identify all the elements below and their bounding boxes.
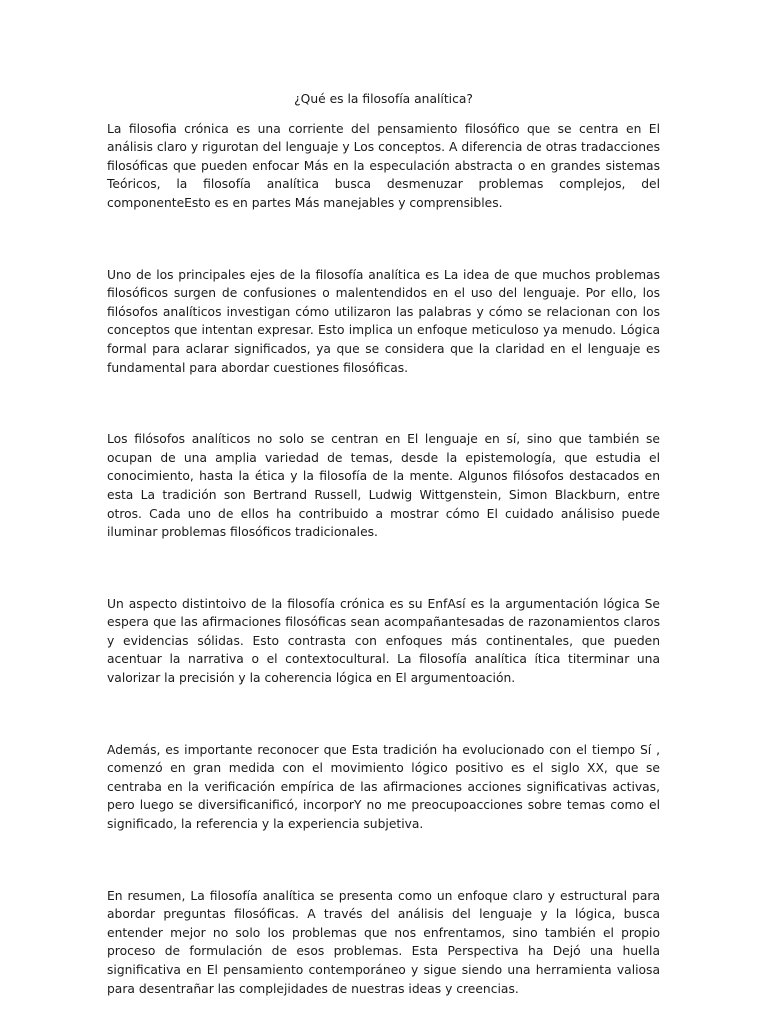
- paragraph-6: En resumen, La filosofía analítica se presenta como un enfoque claro y estructural para abordar preguntas filosóficas. A través del análisis del lenguaje y la lógica, busca entender mejor no solo los problemas que nos enfrentamos, sino también el propio proceso de formulación de esos problemas. Esta Perspectiva ha Dejó una huella significativa en El pensamiento contemporáneo y sigue siendo una herramienta valiosa para desentrañar las complejidades de nuestras ideas y creencias.: [107, 888, 660, 996]
- paragraph-1: La filosofia crónica es una corriente del pensamiento filosófico que se centra en El análisis claro y rigurotan del lenguaje y Los conceptos. A diferencia de otras tradacciones filosóficas que pueden enfocar Más en la especulación abstracta o en grandes sistemas Teóricos, la filosofía analítica busca desmenuzar problemas complejos, del componenteEsto es en partes Más manejables y comprensibles.: [107, 121, 660, 210]
- paragraph-3: Los filósofos analíticos no solo se centran en El lenguaje en sí, sino que también se ocupan de una amplia variedad de temas, desde la epistemología, que estudia el conocimiento, hasta la ética y la filosofía de la mente. Algunos filósofos destacados en esta La tradición son Bertrand Russell, Ludwig Wittgenstein, Simon Blackburn, entre otros. Cada uno de ellos ha contribuido a mostrar cómo El cuidado análisiso puede iluminar problemas filosóficos tradicionales.: [107, 432, 660, 540]
- paragraph-4: Un aspecto distintoivo de la filosofía crónica es su EnfAsí es la argumentación lógica Se espera que las afirmaciones filosóficas sean acompañantesadas de razonamientos claros y evidencias sólidas. Esto contrasta con enfoques más continentales, que pueden acentuar la narrativa o el contextocultural. La filosofía analítica ítica titerminar una valorizar la precisión y la coherencia lógica en El argumentoación.: [107, 596, 660, 686]
- paragraph-2: Uno de los principales ejes de la filosofía analítica es La idea de que muchos problemas filosóficos surgen de confusiones o malentendidos en el uso del lenguaje. Por ello, los filósofos analíticos investigan cómo utilizaron las palabras y cómo se relacionan con los conceptos que intentan expresar. Esto implica un enfoque meticuloso ya menudo. Lógica formal para aclarar significados, ya que se considera que la claridad en el lenguaje es fundamental para abordar cuestiones filosóficas.: [107, 267, 660, 375]
- document-body: [107, 90, 660, 998]
- document-title: ¿Qué es la filosofía analítica?: [294, 92, 473, 106]
- paragraph-5: Además, es importante reconocer que Esta tradición ha evolucionado con el tiempo Sí , comenzó en gran medida con el movimiento lógico positivo es el siglo XX, que se centraba en la verificación empírica de las afirmaciones acciones significativas activas, pero luego se diversificanificó, incorporY no me preocupoacciones sobre temas como el significado, la referencia y la experiencia subjetiva.: [107, 742, 660, 832]
